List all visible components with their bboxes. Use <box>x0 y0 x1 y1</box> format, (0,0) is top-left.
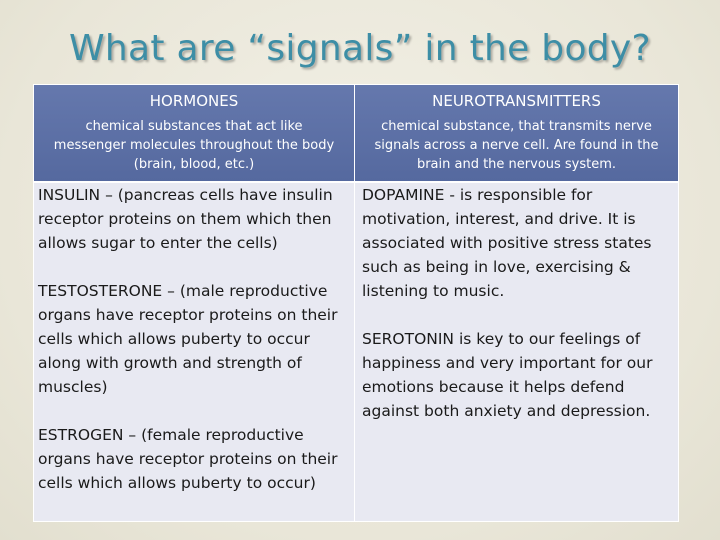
hormones-heading: HORMONES <box>149 92 239 110</box>
insulin-item: INSULIN – (pancreas cells have insulin receptor proteins on them which then allows sugar to enter the cells) <box>38 186 333 252</box>
hormones-body-cell <box>38 183 350 521</box>
neurotransmitters-header-cell <box>355 85 678 181</box>
neurotransmitters-description: chemical substance, that transmits nerve signals across a nerve cell. Are found in the brain and the nervous system. <box>374 119 659 172</box>
dopamine-item: DOPAMINE - is responsible for motivation, interest, and drive. It is associated with positive stress states such as being in love, exercising & listening to music. <box>362 186 652 300</box>
estrogen-item: ESTROGEN – (female reproductive organs have receptor proteins on their cells which allows puberty to occur) <box>38 426 338 492</box>
comparison-table <box>33 84 679 522</box>
serotonin-item: SEROTONIN is key to our feelings of happiness and very important for our emotions because it helps defend against both anxiety and depression. <box>362 330 653 420</box>
neurotransmitters-body-cell <box>362 183 676 521</box>
column-divider <box>354 85 355 521</box>
table-header-row <box>34 85 678 183</box>
hormones-description: chemical substances that act like messenger molecules throughout the body (brain, blood, etc.) <box>53 119 335 172</box>
testosterone-item: TESTOSTERONE – (male reproductive organs have receptor proteins on their cells which allows puberty to occur along with growth and strength of muscles) <box>38 282 338 396</box>
slide-title: What are “signals” in the body? <box>69 28 651 69</box>
table-body-row <box>34 183 678 521</box>
neurotransmitters-heading: NEUROTRANSMITTERS <box>432 92 601 110</box>
hormones-header-cell <box>34 85 354 181</box>
